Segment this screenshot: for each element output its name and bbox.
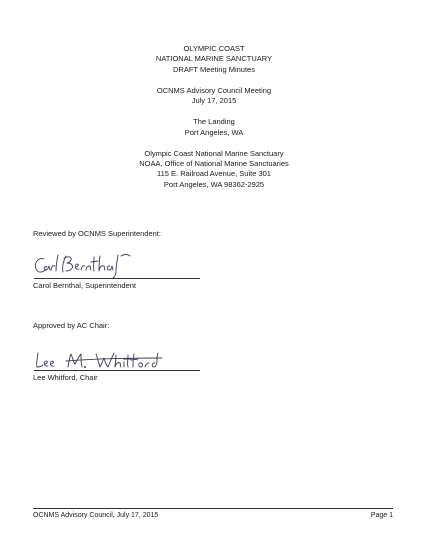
venue-city: Port Angeles, WA	[184, 127, 244, 137]
address-line-4: Port Angeles, WA 98362-2925	[163, 179, 265, 189]
chair-name: Lee Whitford, Chair	[33, 373, 98, 382]
superintendent-name: Carol Bernthal, Superintendent	[33, 281, 136, 290]
page-number: Page 1	[370, 512, 393, 519]
superintendent-signature	[30, 250, 150, 280]
meeting-name: OCNMS Advisory Council Meeting	[156, 85, 272, 95]
footer-meeting-info: OCNMS Advisory Council, July 17, 2015	[33, 512, 159, 519]
superintendent-signature-line	[34, 278, 200, 279]
venue-name: The Landing	[193, 117, 235, 127]
chair-signature-line	[34, 370, 200, 371]
title-line-3: DRAFT Meeting Minutes	[173, 64, 255, 74]
address-line-3: 115 E. Railroad Avenue, Suite 301	[157, 169, 271, 179]
reviewed-by-label: Reviewed by OCNMS Superintendent:	[33, 229, 161, 238]
document-header	[0, 44, 428, 190]
address-line-1: Olympic Coast National Marine Sanctuary	[144, 148, 284, 158]
meeting-date: July 17, 2015	[191, 96, 237, 106]
address-line-2: NOAA, Office of National Marine Sanctuaries	[139, 159, 289, 169]
title-line-1: OLYMPIC COAST	[183, 44, 245, 53]
footer-divider	[33, 508, 393, 509]
title-line-2: NATIONAL MARINE SANCTUARY	[155, 54, 273, 64]
approved-by-label: Approved by AC Chair:	[33, 321, 110, 330]
